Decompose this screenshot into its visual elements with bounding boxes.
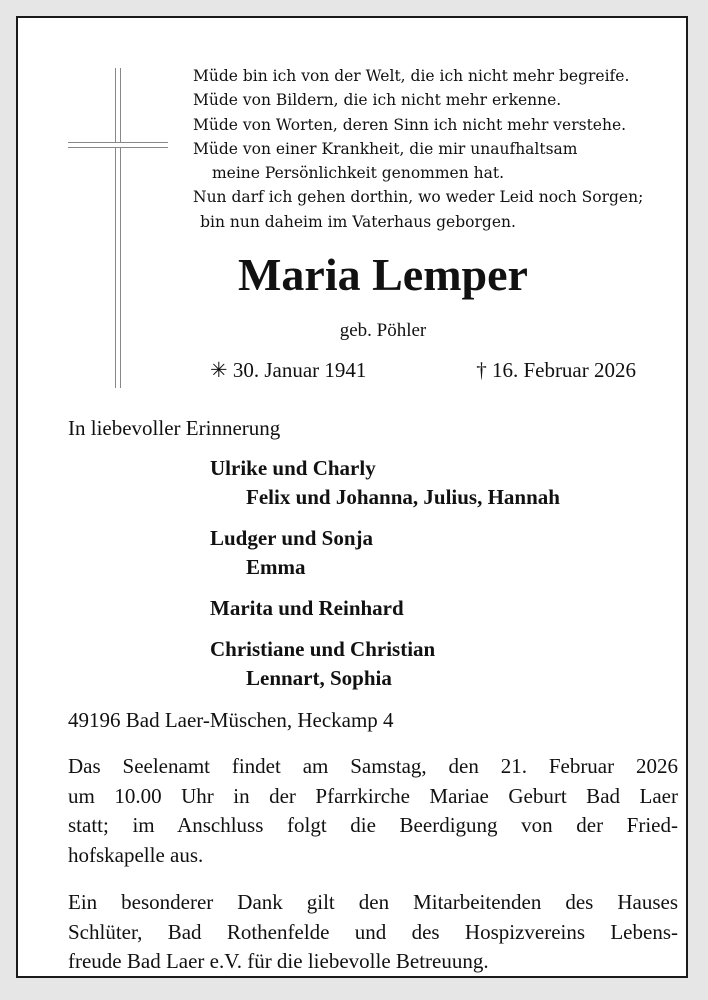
family-main: Christiane und Christian bbox=[210, 637, 436, 661]
service-line: Das Seelenamt findet am Samstag, den 21. Februar 2026 bbox=[68, 754, 678, 778]
service-line: um 10.00 Uhr in der Pfarrkirche Mariae Geburt Bad Laer bbox=[68, 783, 678, 808]
cross-icon bbox=[115, 68, 121, 388]
thanks-line: Schlüter, Bad Rothenfelde und des Hospizvereins Lebens- bbox=[68, 919, 678, 944]
family-group bbox=[210, 635, 670, 693]
family-main: Ulrike und Charly bbox=[210, 456, 376, 480]
service-paragraph bbox=[68, 752, 678, 870]
poem-line: Müde bin ich von der Welt, die ich nicht mehr begreife. bbox=[193, 67, 630, 85]
cross-icon-bar bbox=[68, 142, 168, 148]
poem-line: Müde von Worten, deren Sinn ich nicht mehr verstehe. bbox=[193, 115, 627, 134]
thanks-line: freude Bad Laer e.V. für die liebevolle Betreuung. bbox=[68, 949, 489, 973]
family-group bbox=[210, 594, 670, 623]
deceased-name: Maria Lemper bbox=[238, 249, 528, 300]
obituary-card bbox=[16, 16, 688, 978]
poem-line: bin nun daheim im Vaterhaus geborgen. bbox=[200, 212, 516, 231]
family-sub: Felix und Johanna, Julius, Hannah bbox=[246, 485, 560, 509]
maiden-name: geb. Pöhler bbox=[339, 320, 427, 341]
family-sub: Lennart, Sophia bbox=[246, 666, 392, 690]
poem-line: Nun darf ich gehen dorthin, wo weder Leid noch Sorgen; bbox=[193, 188, 644, 207]
death-date: † 16. Februar 2026 bbox=[476, 358, 636, 382]
family-list bbox=[210, 454, 670, 705]
memory-line: In liebevoller Erinnerung bbox=[68, 416, 281, 440]
service-line: hofskapelle aus. bbox=[68, 842, 204, 867]
service-line: statt; im Anschluss folgt die Beerdigung von der Fried- bbox=[68, 813, 678, 837]
thanks-line: Ein besonderer Dank gilt den Mitarbeitenden des Hauses bbox=[68, 890, 678, 914]
family-group bbox=[210, 454, 670, 512]
family-sub: Emma bbox=[246, 555, 306, 579]
family-main: Marita und Reinhard bbox=[210, 596, 404, 620]
address: 49196 Bad Laer-Müschen, Heckamp 4 bbox=[68, 708, 394, 732]
thanks-paragraph bbox=[68, 888, 678, 977]
poem-line: Müde von Bildern, die ich nicht mehr erkenne. bbox=[193, 91, 562, 110]
family-group bbox=[210, 524, 670, 582]
poem-line: meine Persönlichkeit genommen hat. bbox=[211, 164, 505, 183]
birth-date: ✳ 30. Januar 1941 bbox=[210, 358, 367, 382]
poem bbox=[193, 64, 644, 234]
poem-line: Müde von einer Krankheit, die mir unaufhaltsam bbox=[193, 139, 578, 158]
family-main: Ludger und Sonja bbox=[210, 526, 374, 550]
